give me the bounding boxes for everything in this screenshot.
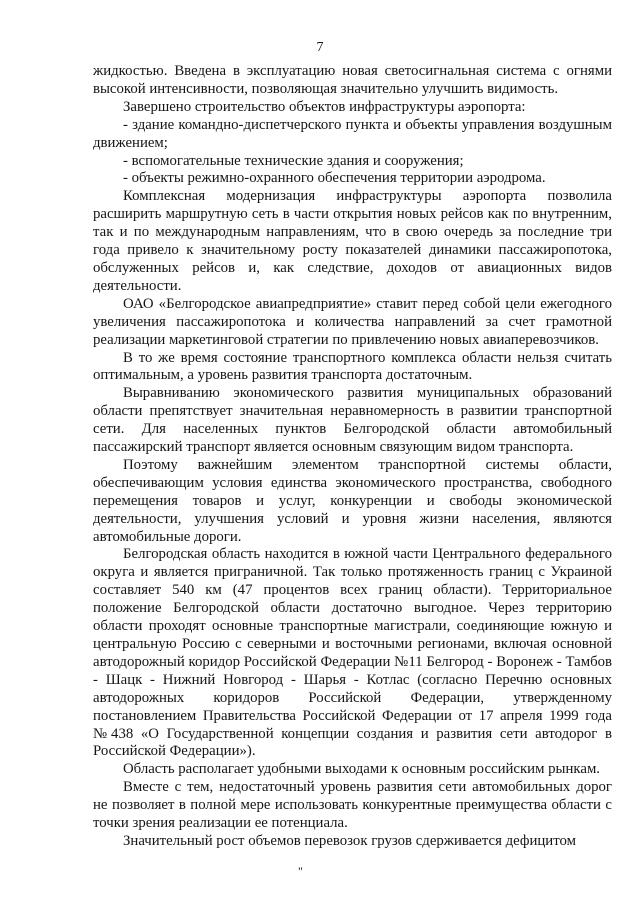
paragraph: Область располагает удобными выходами к основным российским рынкам. (123, 761, 601, 778)
paragraph: Поэтому важнейшим элементом транспортной системы области, обеспечивающим условия единства экономического пространства, свободного перемещения товаров и услуг, конкуренции и свободы экономической деятельности, улучшения условий и уровня жизни населения, являются автомобильные дороги. (93, 456, 612, 545)
paragraph: Комплексная модернизация инфраструктуры аэропорта позволила расширить маршрутную сеть в части открытия новых рейсов как по внутренним, так и по международным направлениям, что в свою очередь за последние три года привело к значительному росту показателей динамики пассажиропотока, обслуженных рейсов и, как следствие, доходов от авиационных видов деятельности. (93, 188, 612, 294)
paragraph: жидкостью. Введена в эксплуатацию новая светосигнальная система с огнями высокой интенсивности, позволяющая значительно улучшить видимость. (93, 63, 612, 97)
paragraph: Значительный рост объемов перевозок грузов сдерживается дефицитом (123, 832, 576, 849)
page-number: 7 (316, 40, 324, 55)
paragraph: В то же время состояние транспортного комплекса области нельзя считать оптимальным, а уровень развития транспорта достаточным. (93, 349, 612, 384)
paragraph: Белгородская область находится в южной части Центрального федерального округа и является приграничной. Так только протяженность границ с Украиной составляет 540 км (47 процентов всех границ области). Территориальное положение Белгородской области достаточно выгодное. Через территорию области проходят основные транспортные магистрали, соединяющие южную и центральную Россию с северными и восточными регионами, включая основной автодорожный коридор Российской Федерации №11 Белгород - Воронеж - Тамбов - Шацк - Нижний Новгород - Шарья - Котлас (согласно Перечню основных автодорожных коридоров Российской Федерации, утвержденному постановлением Правительства Российской Федерации от 17 апреля 1999 года №438 «О Государственной концепции создания и развития сети автодорог в Российской Федерации»). (93, 546, 612, 760)
paragraph: - объекты режимно-охранного обеспечения территории аэродрома. (123, 170, 546, 187)
paragraph: - вспомогательные технические здания и сооружения; (123, 152, 464, 169)
paragraph: ОАО «Белгородское авиапредприятие» ставит перед собой цели ежегодного увеличения пассажиропотока и количества направлений за счет грамотной реализации маркетинговой стратегии по привлечению новых авиаперевозчиков. (93, 295, 612, 348)
paragraph: - здание командно-диспетчерского пункта и объекты управления воздушным движением; (93, 116, 612, 151)
document-body (93, 63, 612, 851)
stray-mark: " (298, 864, 303, 878)
paragraph: Вместе с тем, недостаточный уровень развития сети автомобильных дорог не позволяет в полной мере использовать конкурентные преимущества области с точки зрения реализации ее потенциала. (93, 779, 612, 832)
paragraph: Выравниванию экономического развития муниципальных образований области препятствует значительная неравномерность в развитии транспортной сети. Для населенных пунктов Белгородской области автомобильный пассажирский транспорт является основным связующим видом транспорта. (93, 385, 612, 456)
paragraph: Завершено строительство объектов инфраструктуры аэропорта: (123, 98, 526, 115)
